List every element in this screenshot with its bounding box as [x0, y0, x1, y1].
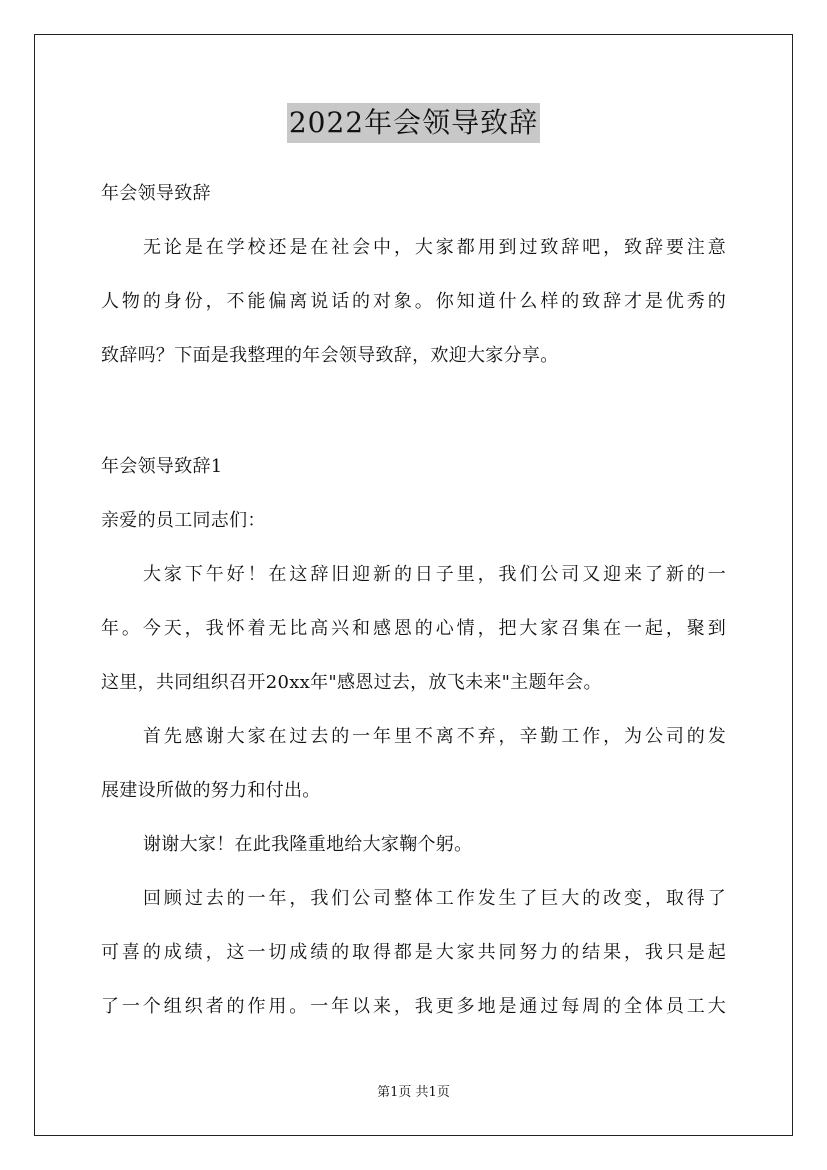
body-line: 大家下午好！在这辞旧迎新的日子里，我们公司又迎来了新的一 — [143, 564, 726, 585]
document-title: 2022年会领导致辞 — [287, 103, 540, 143]
intro-line: 致辞吗？下面是我整理的年会领导致辞，欢迎大家分享。 — [101, 345, 559, 366]
body-line: 了一个组织者的作用。一年以来，我更多地是通过每周的全体员工大 — [101, 996, 726, 1017]
body-line: 展建设所做的努力和付出。 — [101, 780, 321, 801]
body-line: 首先感谢大家在过去的一年里不离不弃，辛勤工作，为公司的发 — [143, 726, 726, 747]
body-line: 可喜的成绩，这一切成绩的取得都是大家共同努力的结果，我只是起 — [101, 942, 726, 963]
section-heading: 年会领导致辞1 — [101, 456, 223, 477]
page-footer: 第1页 共1页 — [377, 1085, 450, 1100]
title-wrap — [0, 103, 827, 143]
body-line: 这里，共同组织召开20xx年"感恩过去，放飞未来"主题年会。 — [101, 672, 602, 693]
body-line: 回顾过去的一年，我们公司整体工作发生了巨大的改变，取得了 — [143, 888, 726, 909]
intro-line: 无论是在学校还是在社会中，大家都用到过致辞吧，致辞要注意 — [143, 237, 726, 258]
body-line: 谢谢大家！在此我隆重地给大家鞠个躬。 — [143, 834, 473, 855]
salutation: 亲爱的员工同志们： — [101, 510, 266, 531]
intro-line: 人物的身份，不能偏离说话的对象。你知道什么样的致辞才是优秀的 — [101, 291, 726, 312]
body-line: 年。今天，我怀着无比高兴和感恩的心情，把大家召集在一起，聚到 — [101, 618, 726, 639]
subtitle: 年会领导致辞 — [101, 183, 211, 204]
